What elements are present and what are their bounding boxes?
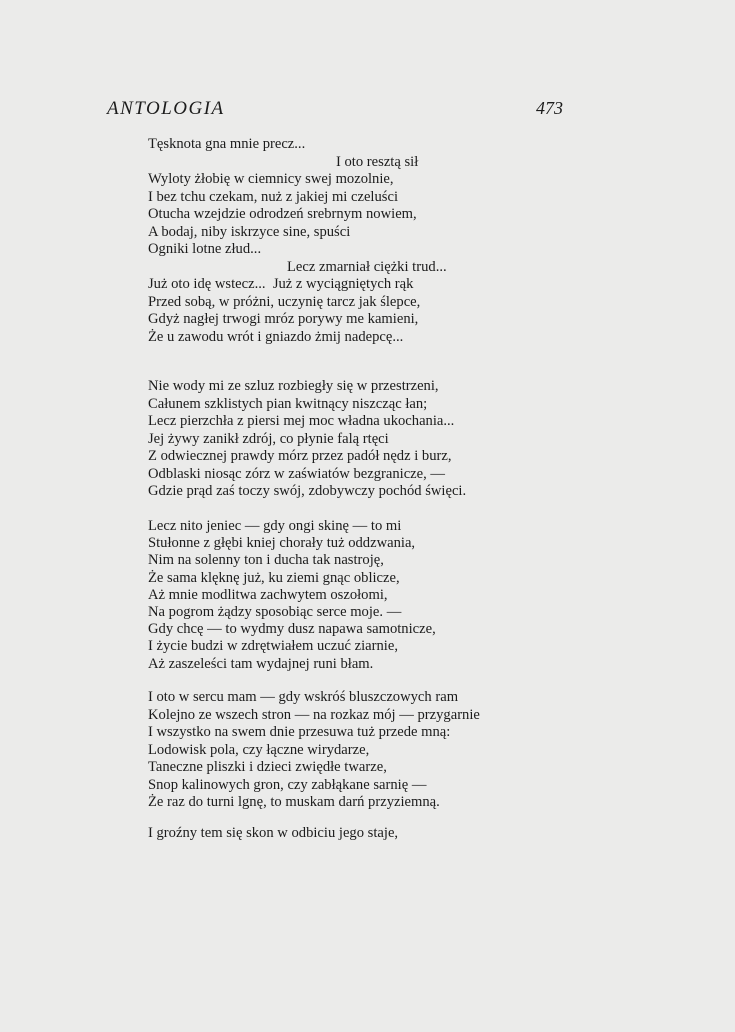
verse-line: Gdyż nagłej trwogi mróz porywy me kamieni, [148,311,419,327]
verse-line: I życie budzi w zdrętwiałem uczuć ziarnie, [148,638,398,655]
stanza-1 [148,136,447,346]
verse-line: Aż zaszeleści tam wydajnej runi błam. [148,655,374,672]
verse-line: Ogniki lotne złud... [148,241,262,257]
verse-line: A bodaj, niby iskrzyce sine, spuści [148,223,351,240]
verse-line: Nim na solenny ton i ducha tak nastroję, [148,552,384,569]
stanza-2 [148,378,466,501]
verse-line: Że raz do turni lgnę, to muskam darń przyziemną. [148,794,440,810]
verse-line: Tęsknota gna mnie precz... [148,136,306,152]
running-header-title: ANTOLOGIA [107,98,225,119]
verse-line: I bez tchu czekam, nuż z jakiej mi czeluści [148,188,398,205]
verse-line: I oto resztą sił [336,153,419,170]
verse-line: Otucha wzejdzie odrodzeń srebrnym nowiem, [148,206,417,222]
verse-line: Lodowisk pola, czy łączne wirydarze, [148,741,370,758]
verse-line: I oto w sercu mam — gdy wskróś bluszczowych ram [148,689,459,705]
stanza-5 [148,825,398,843]
verse-line: Lecz zmarniał ciężki trud... [287,258,447,275]
verse-line: Że sama klęknę już, ku ziemi gnąc oblicze, [148,569,400,586]
verse-line: Lecz nito jeniec — gdy ongi skinę — to mi [148,518,402,534]
verse-line: Lecz pierzchła z piersi mej moc władna ukochania... [148,413,455,429]
verse-line: Nie wody mi ze szluz rozbiegły się w przestrzeni, [148,378,439,394]
stanza-3 [148,518,436,673]
verse-line: I wszystko na swem dnie przesuwa tuż przede mną: [148,724,451,740]
verse-line: Już oto idę wstecz... Już z wyciągniętych rąk [148,276,414,292]
verse-line: Snop kalinowych gron, czy zabłąkane sarnię — [148,776,427,793]
verse-line: Stułonne z głębi kniej chorały tuż oddzwania, [148,535,416,552]
verse-line: Gdy chcę — to wydmy dusz napawa samotnicze, [148,621,436,638]
stanza-4 [148,689,480,812]
verse-line: Gdzie prąd zaś toczy swój, zdobywczy pochód święci. [148,483,467,499]
verse-line: Taneczne pliszki i dzieci zwiędłe twarze, [148,759,387,775]
verse-line: Odblaski niosąc zórz w zaświatów bezgranicze, — [148,465,446,482]
page-number: 473 [536,98,563,118]
verse-line: Kolejno ze wszech stron — na rozkaz mój — przygarnie [148,706,480,723]
verse-line: I groźny tem się skon w odbiciu jego staje, [148,825,399,841]
verse-line: Na pogrom żądzy sposobiąc serce moje. — [148,603,402,620]
verse-line: Jej żywy zanikł zdrój, co płynie falą rtęci [148,430,389,447]
verse-line: Że u zawodu wrót i gniazdo żmij nadepcę... [148,328,404,345]
verse-line: Przed sobą, w próżni, uczynię tarcz jak ślepce, [148,293,421,310]
verse-line: Całunem szklistych pian kwitnący niszcząc łan; [148,395,428,412]
verse-line: Z odwiecznej prawdy mórz przez padół nędz i burz, [148,448,452,464]
verse-line: Wyloty żłobię w ciemnicy swej mozolnie, [148,171,394,187]
verse-line: Aż mnie modlitwa zachwytem oszołomi, [148,586,388,603]
